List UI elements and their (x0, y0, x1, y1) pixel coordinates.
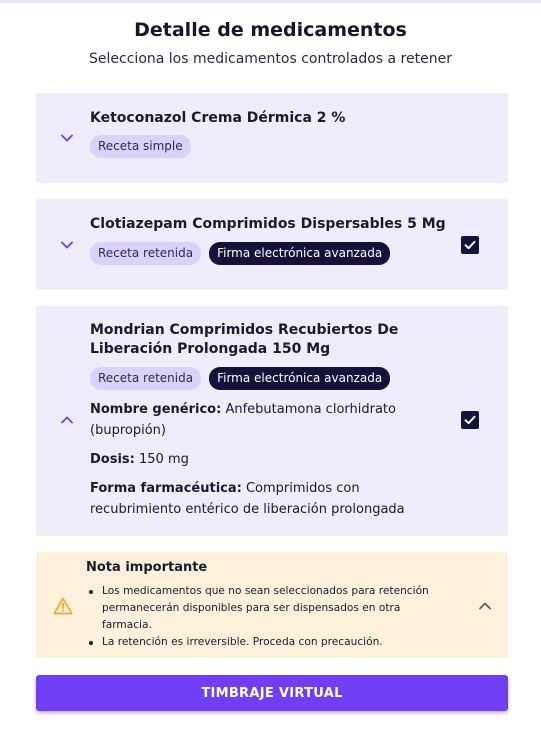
medication-card-mondrian (36, 306, 508, 536)
dose-label: Dosis: (90, 452, 135, 467)
medication-card-clotiazepam (36, 199, 508, 290)
generic-name-row (90, 399, 450, 441)
top-edge (0, 0, 541, 3)
dose-value: 150 mg (139, 452, 189, 467)
medication-name: Mondrian Comprimidos Recubiertos De Liberación Prolongada 150 Mg (90, 322, 399, 357)
chip-group (90, 242, 390, 265)
medication-name: Ketoconazol Crema Dérmica 2 % (90, 110, 346, 126)
medication-name: Clotiazepam Comprimidos Dispersables 5 Mg (90, 216, 446, 232)
virtual-stamp-button[interactable]: TIMBRAJE VIRTUAL (36, 675, 508, 711)
prescription-type-chip: Receta simple (90, 135, 191, 158)
note-item: Los medicamentos que no sean seleccionados para retención permanecerán disponibles para ser dispensados en otra farmacia. (86, 583, 446, 634)
generic-name-value: Anfebutamona clorhidrato (bupropión) (90, 402, 396, 438)
chevron-up-icon[interactable] (60, 413, 74, 427)
warning-icon (53, 597, 73, 615)
note-item: La retención es irreversible. Proceda con precaución. (86, 634, 446, 651)
page-subtitle: Selecciona los medicamentos controlados a retener (89, 51, 452, 67)
medication-card-ketoconazol (36, 93, 508, 183)
checkmark-icon (464, 240, 476, 250)
signature-type-chip: Firma electrónica avanzada (209, 242, 390, 265)
prescription-type-chip: Receta retenida (90, 242, 201, 265)
pharmaceutical-form-label: Forma farmacéutica: (90, 481, 242, 496)
prescription-type-chip: Receta retenida (90, 367, 201, 390)
important-note (36, 552, 508, 658)
note-list (86, 583, 446, 651)
chevron-up-icon[interactable] (478, 599, 492, 613)
page-title: Detalle de medicamentos (134, 19, 407, 41)
signature-type-chip: Firma electrónica avanzada (209, 367, 390, 390)
select-checkbox[interactable] (461, 411, 479, 429)
pharmaceutical-form-value: Comprimidos con recubrimiento entérico de liberación prolongada (90, 481, 405, 517)
chip-group (90, 367, 390, 390)
dose-row (90, 449, 450, 470)
checkmark-icon (464, 415, 476, 425)
generic-name-label: Nombre genérico: (90, 402, 222, 417)
select-checkbox[interactable] (461, 236, 479, 254)
chevron-down-icon[interactable] (60, 131, 74, 145)
pharmaceutical-form-row (90, 478, 450, 520)
chip-group (90, 135, 191, 158)
chevron-down-icon[interactable] (60, 238, 74, 252)
note-title: Nota importante (86, 560, 208, 575)
